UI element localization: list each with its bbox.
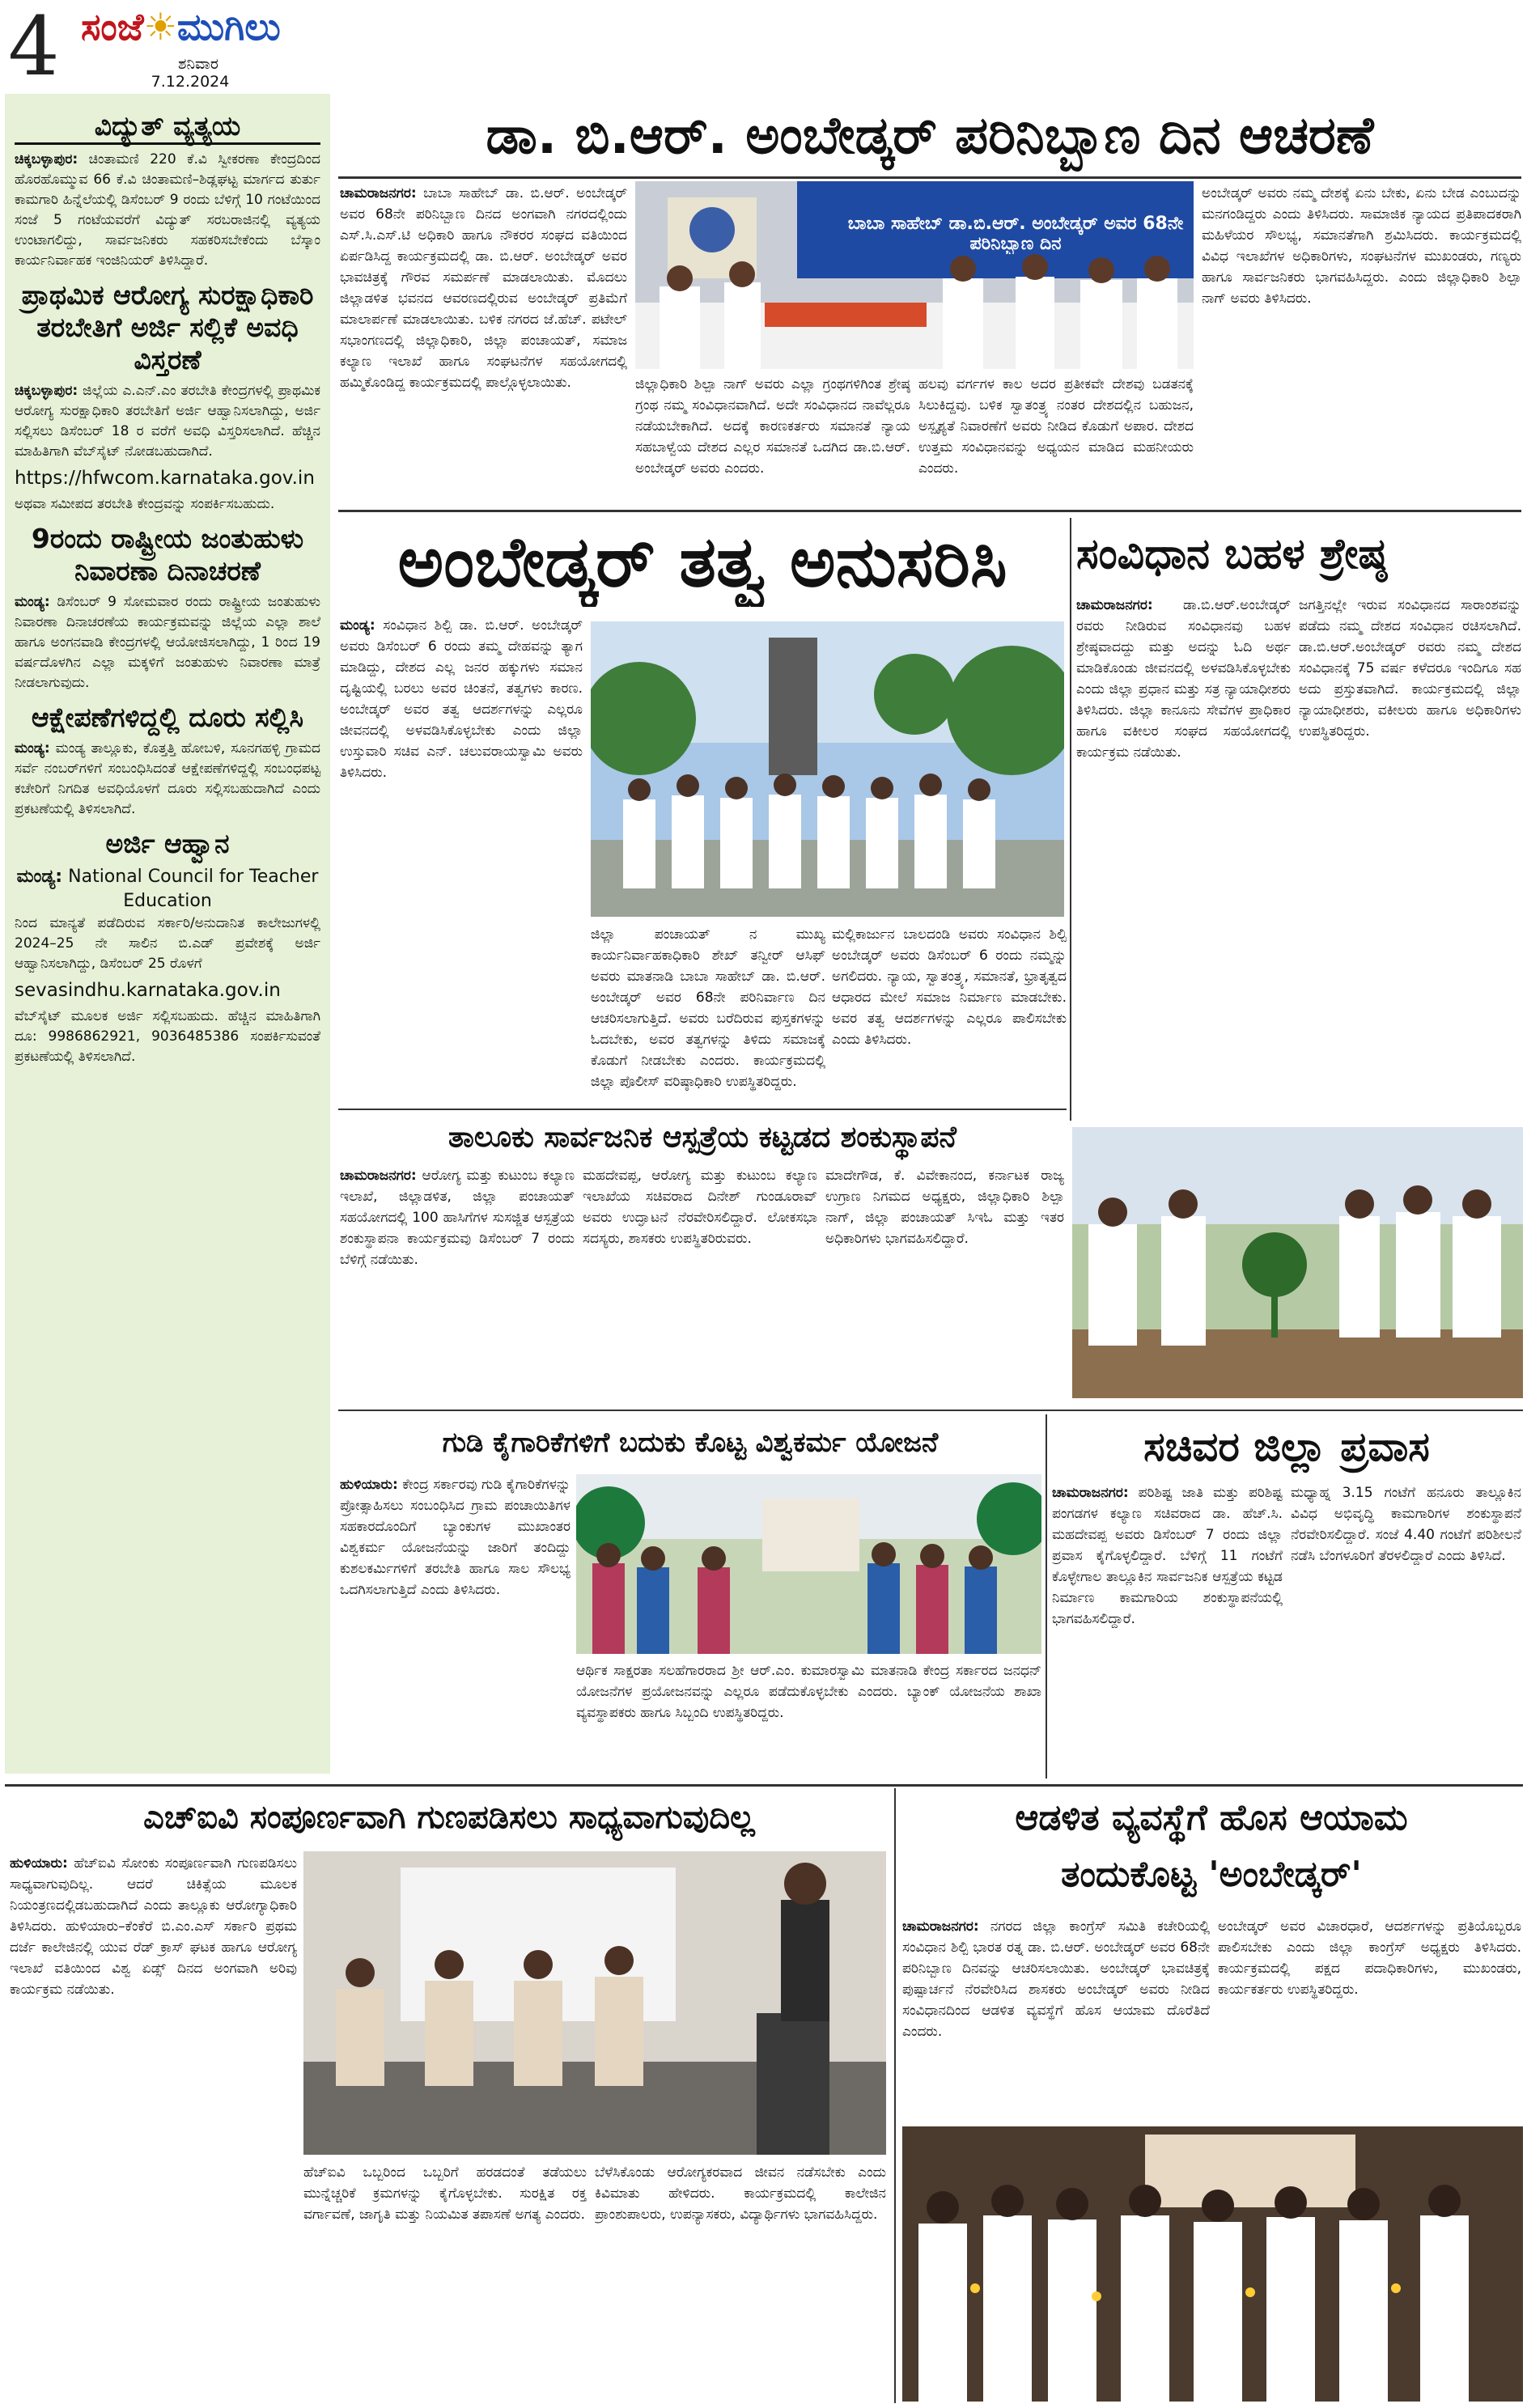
article-column: ಮಹದೇವಪ್ಪ, ಆರೋಗ್ಯ ಮತ್ತು ಕುಟುಂಬ ಕಲ್ಯಾಣ ಇಲಾಖೆಯ ಸಚಿವರಾದ ದಿನೇಶ್ ಗುಂಡೂರಾವ್ ಅವರು ಉದ್ಘಾಟನೆ ನೆರವೇರಿಸಲಿದ್ದಾರೆ. ಲೋಕಸಭಾ ಸದಸ್ಯರು, ಶಾಸಕರು ಉಪಸ್ಥಿತರಿರುವರು.	[583, 1168, 817, 1247]
event-photo	[635, 181, 1194, 369]
article-column: ಮಾದೇಗೌಡ, ಕೆ. ವಿವೇಕಾನಂದ, ಕರ್ನಾಟಕ ರಾಜ್ಯ ಉಗ್ರಾಣ ನಿಗಮದ ಅಧ್ಯಕ್ಷರು, ಜಿಲ್ಲಾಧಿಕಾರಿ ಶಿಲ್ಪಾ ನಾಗ್, ಜಿಲ್ಲಾ ಪಂಚಾಯತ್ ಸಿಇಓ ಮತ್ತು ಇತರ ಅಧಿಕಾರಿಗಳು ಭಾಗವಹಿಸಲಿದ್ದಾರೆ.	[825, 1168, 1064, 1247]
article-headline: ಸಚಿವರ ಜಿಲ್ಲಾ ಪ್ರವಾಸ	[1143, 1423, 1430, 1470]
brief-text: ವೆಬ್‌ಸೈಟ್ ಮೂಲಕ ಅರ್ಜಿ ಸಲ್ಲಿಸಬಹುದು. ಹೆಚ್ಚಿನ ಮಾಹಿತಿಗಾಗಿ ದೂ: 9986862921, 9036485386 ಸಂಪರ್ಕಿಸುವಂತೆ ಪ್ರಕಟಣೆಯಲ್ಲಿ ತಿಳಿಸಲಾಗಿದೆ.	[15, 1008, 320, 1065]
article-column: ಹುಳಿಯಾರು: ಹೆಚ್‌ಐವಿ ಸೋಂಕು ಸಂಪೂರ್ಣವಾಗಿ ಗುಣಪಡಿಸಲು ಸಾಧ್ಯವಾಗುವುದಿಲ್ಲ. ಆದರೆ ಚಿಕಿತ್ಸೆಯ ಮೂಲಕ ನಿಯಂತ್ರಣದಲ್ಲಿಡಬಹುದಾಗಿದೆ ಎಂದು ತಾಲ್ಲೂಕು ಆರೋಗ್ಯಾಧಿಕಾರಿ ತಿಳಿಸಿದರು. ಹುಳಿಯಾರು–ಕೆಂಕೆರೆ ಬಿ.ಎಂ.ಎಸ್ ಸರ್ಕಾರಿ ಪ್ರಥಮ ದರ್ಜೆ ಕಾಲೇಜಿನಲ್ಲಿ ಯುವ ರೆಡ್ ಕ್ರಾಸ್ ಘಟಕ ಹಾಗೂ ಆರೋಗ್ಯ ಇಲಾಖೆ ವತಿಯಿಂದ ವಿಶ್ವ ಏಡ್ಸ್ ದಿನದ ಅಂಗವಾಗಿ ಅರಿವು ಕಾರ್ಯಕ್ರಮ ನಡೆಯಿತು.	[10, 1855, 297, 1998]
article-headline: ತಾಲೂಕು ಸಾರ್ವಜನಿಕ ಆಸ್ಪತ್ರೆಯ ಕಟ್ಟಡದ ಶಂಕುಸ್ಥಾಪನೆ	[448, 1121, 956, 1154]
sidebar-briefs	[5, 94, 330, 1774]
newspaper-logo	[81, 5, 324, 55]
article-column: ಮಲ್ಲಿಕಾರ್ಜುನ ಬಾಲದಂಡಿ ಅವರು ಸಂವಿಧಾನ ಶಿಲ್ಪಿ ಅಂಬೇಡ್ಕರ್ ಅವರು ಡಿಸೆಂಬರ್ 6 ರಂದು ನಮ್ಮನ್ನು ಅಗಲಿದರು. ನ್ಯಾಯ, ಸ್ವಾತಂತ್ರ್ಯ, ಸಮಾನತೆ, ಭ್ರಾತೃತ್ವದ ಆಧಾರದ ಮೇಲೆ ಸಮಾಜ ನಿರ್ಮಾಣ ಮಾಡಬೇಕು. ಅವರ ತತ್ವ ಆದರ್ಶಗಳನ್ನು ಎಲ್ಲರೂ ಪಾಲಿಸಬೇಕು ಎಂದು ತಿಳಿಸಿದರು.	[832, 926, 1067, 1048]
brand-part-1: ಸಂಜೆ	[81, 5, 144, 49]
article-headline: ಎಚ್‌ಐವಿ ಸಂಪೂರ್ಣವಾಗಿ ಗುಣಪಡಿಸಲು ಸಾಧ್ಯವಾಗುವುದಿಲ್ಲ	[143, 1799, 755, 1836]
brief-title: ಅರ್ಜಿ ಆಹ್ವಾನ	[105, 828, 230, 859]
brief-link[interactable]: https://hfwcom.karnataka.gov.in	[15, 468, 315, 489]
article-column: ಬೆಳೆಸಿಕೊಂಡು ಆರೋಗ್ಯಕರವಾದ ಜೀವನ ನಡೆಸಬೇಕು ಎಂದು ಕಿವಿಮಾತು ಹೇಳಿದರು. ಕಾರ್ಯಕ್ರಮದಲ್ಲಿ ಕಾಲೇಜಿನ ಪ್ರಾಂಶುಪಾಲರು, ಉಪನ್ಯಾಸಕರು, ವಿದ್ಯಾರ್ಥಿಗಳು ಭಾಗವಹಿಸಿದ್ದರು.	[595, 2164, 886, 2223]
brand-part-2: ಮುಗಿಲು	[176, 5, 281, 49]
article-column: ಚಾಮರಾಜನಗರ: ನಗರದ ಜಿಲ್ಲಾ ಕಾಂಗ್ರೆಸ್ ಸಮಿತಿ ಕಚೇರಿಯಲ್ಲಿ ಸಂವಿಧಾನ ಶಿಲ್ಪಿ ಭಾರತ ರತ್ನ ಡಾ. ಬಿ.ಆರ್. ಅಂಬೇಡ್ಕರ್ ಅವರ 68ನೇ ಪರಿನಿಬ್ಬಾಣ ದಿನವನ್ನು ಆಚರಿಸಲಾಯಿತು. ಅಂಬೇಡ್ಕರ್ ಭಾವಚಿತ್ರಕ್ಕೆ ಪುಷ್ಪಾರ್ಚನೆ ನೆರವೇರಿಸಿದ ಶಾಸಕರು ಅಂಬೇಡ್ಕರ್ ಅವರು ನೀಡಿದ ಸಂವಿಧಾನದಿಂದ ಆಡಳಿತ ವ್ಯವಸ್ಥೆಗೆ ಹೊಸ ಆಯಾಮ ದೊರೆತಿದೆ ಎಂದರು.	[902, 1918, 1210, 2040]
article-headline: ಸಂವಿಧಾನ ಬಹಳ ಶ್ರೇಷ್ಠ	[1076, 530, 1387, 579]
article-column: ಹಲವು ವರ್ಗಗಳ ಕಾಲ ಅದರ ಪ್ರತೀಕವೇ ದೇಶವು ಬಡತನಕ್ಕೆ ಸಿಲುಕಿದ್ದವು. ಬಳಿಕ ಸ್ವಾತಂತ್ರ್ಯ ನಂತರ ದೇಶದಲ್ಲಿನ ಬಹುಜನ, ಅಸ್ಪೃಶ್ಯತೆ ನಿವಾರಣೆಗೆ ಅವರು ನೀಡಿದ ಕೊಡುಗೆ ಅಪಾರ. ದೇಶದ ಉತ್ತಮ ಸಂವಿಧಾನವನ್ನು ಅಧ್ಯಯನ ಮಾಡಿದ ಮಹನೀಯರು ಎಂದರು.	[918, 376, 1194, 477]
party-event-photo	[902, 2126, 1523, 2402]
article-column: ಆರ್ಥಿಕ ಸಾಕ್ಷರತಾ ಸಲಹೆಗಾರರಾದ ಶ್ರೀ ಆರ್.ಎಂ. ಕುಮಾರಸ್ವಾಮಿ ಮಾತನಾಡಿ ಕೇಂದ್ರ ಸರ್ಕಾರದ ಜನಧನ್ ಯೋಜನೆಗಳ ಪ್ರಯೋಜನವನ್ನು ಎಲ್ಲರೂ ಪಡೆದುಕೊಳ್ಳಬೇಕು ಎಂದರು. ಬ್ಯಾಂಕ್ ಯೋಜನೆಯ ಶಾಖಾ ವ್ಯವಸ್ಥಾಪಕರು ಹಾಗೂ ಸಿಬ್ಬಂದಿ ಉಪಸ್ಥಿತರಿದ್ದರು.	[576, 1663, 1041, 1721]
awareness-photo	[303, 1851, 886, 2155]
article-column: ಚಾಮರಾಜನಗರ: ಡಾ.ಬಿ.ಆರ್.ಅಂಬೇಡ್ಕರ್ ರವರು ನೀಡಿರುವ ಸಂವಿಧಾನವು ಬಹಳ ಶ್ರೇಷ್ಠವಾದದ್ದು ಮತ್ತು ಅದನ್ನು ಓದಿ ಅರ್ಥ ಮಾಡಿಕೊಂಡು ಜೀವನದಲ್ಲಿ ಅಳವಡಿಸಿಕೊಳ್ಳಬೇಕು ಎಂದು ಜಿಲ್ಲಾ ಪ್ರಧಾನ ಮತ್ತು ಸತ್ರ ನ್ಯಾಯಾಧೀಶರು ತಿಳಿಸಿದರು. ಜಿಲ್ಲಾ ಕಾನೂನು ಸೇವೆಗಳ ಪ್ರಾಧಿಕಾರ ಹಾಗೂ ವಕೀಲರ ಸಂಘದ ಸಹಯೋಗದಲ್ಲಿ ಕಾರ್ಯಕ್ರಮ ನಡೆಯಿತು.	[1076, 597, 1291, 761]
article-column: ಅಂಬೇಡ್ಕರ್ ಅವರು ನಮ್ಮ ದೇಶಕ್ಕೆ ಏನು ಬೇಕು, ಏನು ಬೇಡ ಎಂಬುದನ್ನು ಮನಗಂಡಿದ್ದರು ಎಂದು ತಿಳಿಸಿದರು. ಸಾಮಾಜಿಕ ನ್ಯಾಯದ ಪ್ರತಿಪಾದಕರಾಗಿ ಮಹಿಳೆಯರ ಸೌಲಭ್ಯ, ಸಮಾನತೆಗಾಗಿ ಶ್ರಮಿಸಿದರು. ಕಾರ್ಯಕ್ರಮದಲ್ಲಿ ವಿವಿಧ ಇಲಾಖೆಗಳ ಅಧಿಕಾರಿಗಳು, ಸಂಘಟನೆಗಳ ಮುಖಂಡರು, ಗಣ್ಯರು ಹಾಗೂ ಸಾರ್ವಜನಿಕರು ಭಾಗವಹಿಸಿದ್ದರು. ಎಂದು ಜಿಲ್ಲಾಧಿಕಾರಿ ಶಿಲ್ಪಾ ನಾಗ್ ಅವರು ತಿಳಿಸಿದರು.	[1202, 185, 1521, 307]
brief-title: 9ರಂದು ರಾಷ್ಟ್ರೀಯ ಜಂತುಹುಳು ನಿವಾರಣಾ ದಿನಾಚರಣೆ	[31, 523, 304, 587]
article-column: ಮಂಡ್ಯ: ಸಂವಿಧಾನ ಶಿಲ್ಪಿ ಡಾ. ಬಿ.ಆರ್. ಅಂಬೇಡ್ಕರ್ ಅವರು ಡಿಸೆಂಬರ್ 6 ರಂದು ತಮ್ಮ ದೇಹವನ್ನು ತ್ಯಾಗ ಮಾಡಿದ್ದು, ದೇಶದ ಎಲ್ಲ ಜನರ ಹಕ್ಕುಗಳು ಸಮಾನ ದೃಷ್ಟಿಯಲ್ಲಿ ಬರಲು ಅವರ ಚಿಂತನೆ, ತತ್ವಗಳು ಕಾರಣ. ಅಂಬೇಡ್ಕರ್ ಅವರ ತತ್ವ ಆದರ್ಶಗಳನ್ನು ಎಲ್ಲರೂ ಜೀವನದಲ್ಲಿ ಅಳವಡಿಸಿಕೊಳ್ಳಬೇಕು ಎಂದು ಜಿಲ್ಲಾ ಉಸ್ತುವಾರಿ ಸಚಿವ ಎನ್. ಚಲುವರಾಯಸ್ವಾಮಿ ಅವರು ತಿಳಿಸಿದರು.	[340, 617, 583, 781]
group-photo	[591, 621, 1064, 917]
article-headline: ಆಡಳಿತ ವ್ಯವಸ್ಥೆಗೆ ಹೊಸ ಆಯಾಮ ತಂದುಕೊಟ್ಟ 'ಅಂಬೇಡ್ಕರ್'	[1015, 1797, 1408, 1895]
divider	[1070, 518, 1071, 1121]
divider	[338, 1109, 1067, 1110]
article-column: ಅಂಬೇಡ್ಕರ್ ಅವರ ವಿಚಾರಧಾರೆ, ಆದರ್ಶಗಳನ್ನು ಪ್ರತಿಯೊಬ್ಬರೂ ಪಾಲಿಸಬೇಕು ಎಂದು ಜಿಲ್ಲಾ ಕಾಂಗ್ರೆಸ್ ಅಧ್ಯಕ್ಷರು ತಿಳಿಸಿದರು. ಕಾರ್ಯಕ್ರಮದಲ್ಲಿ ಪಕ್ಷದ ಪದಾಧಿಕಾರಿಗಳು, ಮುಖಂಡರು, ಕಾರ್ಯಕರ್ತರು ಉಪಸ್ಥಿತರಿದ್ದರು.	[1218, 1918, 1521, 1998]
article-column: ಚಾಮರಾಜನಗರ: ಪರಿಶಿಷ್ಟ ಜಾತಿ ಮತ್ತು ಪರಿಶಿಷ್ಟ ಪಂಗಡಗಳ ಕಲ್ಯಾಣ ಸಚಿವರಾದ ಡಾ. ಹೆಚ್.ಸಿ. ಮಹದೇವಪ್ಪ ಅವರು ಡಿಸೆಂಬರ್ 7 ರಂದು ಜಿಲ್ಲಾ ಪ್ರವಾಸ ಕೈಗೊಳ್ಳಲಿದ್ದಾರೆ. ಬೆಳಿಗ್ಗೆ 11 ಗಂಟೆಗೆ ಕೊಳ್ಳೇಗಾಲ ತಾಲ್ಲೂಕಿನ ಸಾರ್ವಜನಿಕ ಆಸ್ಪತ್ರೆಯ ಕಟ್ಟಡ ನಿರ್ಮಾಣ ಕಾಮಗಾರಿಯ ಶಂಕುಸ್ಥಾಪನೆಯಲ್ಲಿ ಭಾಗವಹಿಸಲಿದ್ದಾರೆ.	[1052, 1485, 1283, 1627]
article-column: ಹೆಚ್‌ಐವಿ ಒಬ್ಬರಿಂದ ಒಬ್ಬರಿಗೆ ಹರಡದಂತೆ ತಡೆಯಲು ಮುನ್ನೆಚ್ಚರಿಕೆ ಕ್ರಮಗಳನ್ನು ಕೈಗೊಳ್ಳಬೇಕು. ಸುರಕ್ಷಿತ ರಕ್ತ ವರ್ಗಾವಣೆ, ಜಾಗೃತಿ ಮತ್ತು ನಿಯಮಿತ ತಪಾಸಣೆ ಅಗತ್ಯ ಎಂದರು.	[303, 2164, 587, 2223]
brief-title: ಆಕ್ಷೇಪಣೆಗಳಿದ್ದಲ್ಲಿ ದೂರು ಸಲ್ಲಿಸಿ	[31, 702, 304, 733]
article-column: ಮಧ್ಯಾಹ್ನ 3.15 ಗಂಟೆಗೆ ಹನೂರು ತಾಲ್ಲೂಕಿನ ವಿವಿಧ ಅಭಿವೃದ್ಧಿ ಕಾಮಗಾರಿಗಳ ಶಂಕುಸ್ಥಾಪನೆ ನೆರವೇರಿಸಲಿದ್ದಾರೆ. ಸಂಜೆ 4.40 ಗಂಟೆಗೆ ಪರಿಶೀಲನೆ ನಡೆಸಿ ಬೆಂಗಳೂರಿಗೆ ತೆರಳಲಿದ್ದಾರೆ ಎಂದು ತಿಳಿಸಿದೆ.	[1291, 1485, 1521, 1564]
brief-title: ಪ್ರಾಥಮಿಕ ಆರೋಗ್ಯ ಸುರಕ್ಷಾಧಿಕಾರಿ ತರಬೇತಿಗೆ ಅರ್ಜಿ ಸಲ್ಲಿಕೆ ಅವಧಿ ವಿಸ್ತರಣೆ	[21, 279, 314, 375]
divider	[894, 1788, 896, 2403]
divider	[1046, 1414, 1047, 1778]
brief-link[interactable]: sevasindhu.karnataka.gov.in	[15, 980, 281, 1001]
brief-text: ನಿಂದ ಮಾನ್ಯತೆ ಪಡೆದಿರುವ ಸರ್ಕಾರಿ/ಅನುದಾನಿತ ಕಾಲೇಜುಗಳಲ್ಲಿ 2024–25 ನೇ ಸಾಲಿನ ಬಿ.ಎಡ್ ಪ್ರವೇಶಕ್ಕೆ ಅರ್ಜಿ ಆಹ್ವಾನಿಸಲಾಗಿದ್ದು, ಡಿಸೆಂಬರ್ 25 ರೊಳಗೆ	[15, 915, 320, 972]
brief-text: ಮಂಡ್ಯ: ಡಿಸೆಂಬರ್ 9 ಸೋಮವಾರ ರಂದು ರಾಷ್ಟ್ರೀಯ ಜಂತುಹುಳು ನಿವಾರಣಾ ದಿನಾಚರಣೆಯ ಕಾರ್ಯಕ್ರಮವನ್ನು ಜಿಲ್ಲೆಯ ಎಲ್ಲಾ ಶಾಲೆ ಹಾಗೂ ಅಂಗನವಾಡಿ ಕೇಂದ್ರಗಳಲ್ಲಿ ಆಯೋಜಿಸಲಾಗಿದ್ದು, 1 ರಿಂದ 19 ವರ್ಷದೊಳಗಿನ ಎಲ್ಲಾ ಮಕ್ಕಳಿಗೆ ಜಂತುಹುಳು ನಿವಾರಣಾ ಮಾತ್ರೆ ನೀಡಲಾಗುವುದು.	[15, 594, 320, 691]
issue-date: 7.12.2024	[151, 73, 230, 91]
article-column: ಚಾಮರಾಜನಗರ: ಆರೋಗ್ಯ ಮತ್ತು ಕುಟುಂಬ ಕಲ್ಯಾಣ ಇಲಾಖೆ, ಜಿಲ್ಲಾಡಳಿತ, ಜಿಲ್ಲಾ ಪಂಚಾಯತ್ ಸಹಯೋಗದಲ್ಲಿ 100 ಹಾಸಿಗೆಗಳ ಸುಸಜ್ಜಿತ ಆಸ್ಪತ್ರೆಯ ಶಂಕುಸ್ಥಾಪನಾ ಕಾರ್ಯಕ್ರಮವು ಡಿಸೆಂಬರ್ 7 ರಂದು ಬೆಳಿಗ್ಗೆ ನಡೆಯಿತು.	[340, 1168, 575, 1268]
weekday: ಶನಿವಾರ	[178, 55, 218, 73]
brief-text: ಚಿಕ್ಕಬಳ್ಳಾಪುರ: ಜಿಲ್ಲೆಯ ಎ.ಎನ್.ಎಂ ತರಬೇತಿ ಕೇಂದ್ರಗಳಲ್ಲಿ ಪ್ರಾಥಮಿಕ ಆರೋಗ್ಯ ಸುರಕ್ಷಾಧಿಕಾರಿ ತರಬೇತಿಗೆ ಅರ್ಜಿ ಆಹ್ವಾನಿಸಲಾಗಿದ್ದು, ಅರ್ಜಿ ಸಲ್ಲಿಸಲು ಡಿಸೆಂಬರ್ 18 ರ ವರೆಗೆ ಅವಧಿ ವಿಸ್ತರಿಸಲಾಗಿದೆ. ಹೆಚ್ಚಿನ ಮಾಹಿತಿಗಾಗಿ ವೆಬ್‌ಸೈಟ್ ನೋಡಬಹುದಾಗಿದೆ.	[15, 383, 320, 460]
brief-text: ಚಿಕ್ಕಬಳ್ಳಾಪುರ: ಚಿಂತಾಮಣಿ 220 ಕೆ.ವಿ ಸ್ವೀಕರಣಾ ಕೇಂದ್ರದಿಂದ ಹೊರಹೊಮ್ಮುವ 66 ಕೆ.ವಿ ಚಿಂತಾಮಣಿ–ಶಿಡ್ಲಘಟ್ಟ ಮಾರ್ಗದ ತುರ್ತು ಕಾಮಗಾರಿ ಹಿನ್ನೆಲೆಯಲ್ಲಿ ಡಿಸೆಂಬರ್ 9 ರಂದು ಬೆಳಿಗ್ಗೆ 10 ಗಂಟೆಯಿಂದ ಸಂಜೆ 5 ಗಂಟೆಯವರೆಗೆ ವಿದ್ಯುತ್ ಸರಬರಾಜಿನಲ್ಲಿ ವ್ಯತ್ಯಯ ಉಂಟಾಗಲಿದ್ದು, ಸಾರ್ವಜನಿಕರು ಸಹಕರಿಸಬೇಕೆಂದು ಬೆಸ್ಕಾಂ ಕಾರ್ಯನಿರ್ವಾಹಕ ಇಂಜಿನಿಯರ್ ತಿಳಿಸಿದ್ದಾರೆ.	[15, 151, 320, 269]
divider	[338, 510, 1521, 512]
brief-text: ಮಂಡ್ಯ: National Council for Teacher Education	[16, 867, 319, 911]
article-column: ಚಾಮರಾಜನಗರ: ಬಾಬಾ ಸಾಹೇಬ್ ಡಾ. ಬಿ.ಆರ್. ಅಂಬೇಡ್ಕರ್ ಅವರ 68ನೇ ಪರಿನಿಬ್ಬಾಣ ದಿನದ ಅಂಗವಾಗಿ ನಗರದಲ್ಲಿಂದು ಎಸ್.ಸಿ.ಎಸ್.ಟಿ ಅಧಿಕಾರಿ ಹಾಗೂ ನೌಕರರ ಸಂಘದ ವತಿಯಿಂದ ಏರ್ಪಡಿಸಿದ್ದ ಕಾರ್ಯಕ್ರಮದಲ್ಲಿ ಡಾ. ಬಿ.ಆರ್. ಅಂಬೇಡ್ಕರ್ ಅವರ ಭಾವಚಿತ್ರಕ್ಕೆ ಗೌರವ ಸಮರ್ಪಣೆ ಮಾಡಲಾಯಿತು. ಮೊದಲು ಜಿಲ್ಲಾಡಳಿತ ಭವನದ ಆವರಣದಲ್ಲಿರುವ ಅಂಬೇಡ್ಕರ್ ಪ್ರತಿಮೆಗೆ ಮಾಲಾರ್ಪಣೆ ಮಾಡಲಾಯಿತು. ಬಳಿಕ ನಗರದ ಜೆ.ಹೆಚ್. ಪಟೇಲ್ ಸಭಾಂಗಣದಲ್ಲಿ ಜಿಲ್ಲಾಧಿಕಾರಿ, ಜಿಲ್ಲಾ ಪಂಚಾಯತ್, ಸಮಾಜ ಕಲ್ಯಾಣ ಇಲಾಖೆ ಹಾಗೂ ಸಂಘಟನೆಗಳ ಸಹಯೋಗದಲ್ಲಿ ಹಮ್ಮಿಕೊಂಡಿದ್ದ ಕಾರ್ಯಕ್ರಮದಲ್ಲಿ ಪಾಲ್ಗೊಳ್ಳಲಾಯಿತು.	[340, 185, 627, 391]
article-column: ಹುಳಿಯಾರು: ಕೇಂದ್ರ ಸರ್ಕಾರವು ಗುಡಿ ಕೈಗಾರಿಕೆಗಳನ್ನು ಪ್ರೋತ್ಸಾಹಿಸಲು ಸಂಬಂಧಿಸಿದ ಗ್ರಾಮ ಪಂಚಾಯಿತಿಗಳ ಸಹಕಾರದೊಂದಿಗೆ ಬ್ಯಾಂಕುಗಳ ಮುಖಾಂತರ ವಿಶ್ವಕರ್ಮ ಯೋಜನೆಯನ್ನು ಜಾರಿಗೆ ತಂದಿದ್ದು ಕುಶಲಕರ್ಮಿಗಳಿಗೆ ತರಬೇತಿ ಹಾಗೂ ಸಾಲ ಸೌಲಭ್ಯ ಒದಗಿಸಲಾಗುತ್ತಿದೆ ಎಂದು ತಿಳಿಸಿದರು.	[340, 1477, 571, 1598]
divider	[338, 1410, 1523, 1411]
article-column: ಜಿಲ್ಲಾಧಿಕಾರಿ ಶಿಲ್ಪಾ ನಾಗ್ ಅವರು ಎಲ್ಲಾ ಗ್ರಂಥಗಳಿಗಿಂತ ಶ್ರೇಷ್ಠ ಗ್ರಂಥ ನಮ್ಮ ಸಂವಿಧಾನವಾಗಿದೆ. ಅದೇ ಸಂವಿಧಾನದ ನಾವೆಲ್ಲರೂ ನಡೆಯಬೇಕಾಗಿದೆ. ಅದಕ್ಕೆ ಕಾರಣಕರ್ತರು ಸಮಾನತೆ ನ್ಯಾಯ ಸಹಬಾಳ್ವೆಯ ದೇಶದ ಎಲ್ಲರ ಸಮಾನತೆ ಒದಗಿದ ಡಾ.ಬಿ.ಆರ್. ಅಂಬೇಡ್ಕರ್ ಅವರು ಎಂದರು.	[635, 376, 910, 477]
page-number: 4	[8, 2, 60, 92]
scheme-photo	[576, 1474, 1041, 1654]
sun-icon: ☀	[143, 5, 177, 49]
divider	[338, 176, 1521, 179]
article-headline: ಡಾ. ಬಿ.ಆರ್. ಅಂಬೇಡ್ಕರ್ ಪರಿನಿಬ್ಬಾಣ ದಿನ ಆಚರಣೆ	[486, 106, 1374, 166]
brief-title: ವಿದ್ಯುತ್ ವ್ಯತ್ಯಯ	[15, 110, 320, 145]
masthead	[0, 0, 1527, 95]
article-column: ಜಗತ್ತಿನಲ್ಲೇ ಇರುವ ಸಂವಿಧಾನದ ಸಾರಾಂಶವನ್ನು ಪಡೆದು ನಮ್ಮ ದೇಶದ ಸಂವಿಧಾನ ರಚಿಸಲಾಗಿದೆ. ಡಾ.ಬಿ.ಆರ್.ಅಂಬೇಡ್ಕರ್ ರವರು ನಮ್ಮ ದೇಶದ ಸಂವಿಧಾನಕ್ಕೆ 75 ವರ್ಷ ಕಳೆದರೂ ಇಂದಿಗೂ ಸಹ ಅದು ಪ್ರಸ್ತುತವಾಗಿದೆ. ಕಾರ್ಯಕ್ರಮದಲ್ಲಿ ಜಿಲ್ಲಾ ನ್ಯಾಯಾಧೀಶರು, ವಕೀಲರು ಹಾಗೂ ಅಧಿಕಾರಿಗಳು ಉಪಸ್ಥಿತರಿದ್ದರು.	[1299, 597, 1521, 740]
photo-banner-text: ಬಾಬಾ ಸಾಹೇಬ್ ಡಾ.ಬಿ.ಆರ್. ಅಂಬೇಡ್ಕರ್ ಅವರ 68ನೇ ಪರಿನಿಬ್ಬಾಣ ದಿನ	[847, 214, 1184, 254]
article-column: ಜಿಲ್ಲಾ ಪಂಚಾಯತ್ ನ ಮುಖ್ಯ ಕಾರ್ಯನಿರ್ವಾಹಕಾಧಿಕಾರಿ ಶೇಖ್ ತನ್ವೀರ್ ಆಸಿಫ್ ಅವರು ಮಾತನಾಡಿ ಬಾಬಾ ಸಾಹೇಬ್ ಡಾ. ಬಿ.ಆರ್. ಅಂಬೇಡ್ಕರ್ ಅವರ 68ನೇ ಪರಿನಿರ್ವಾಣ ದಿನ ಆಚರಿಸಲಾಗುತ್ತಿದೆ. ಅವರು ಬರೆದಿರುವ ಪುಸ್ತಕಗಳನ್ನು ಓದಬೇಕು, ಅವರ ತತ್ವಗಳನ್ನು ತಿಳಿದು ಸಮಾಜಕ್ಕೆ ಕೊಡುಗೆ ನೀಡಬೇಕು ಎಂದರು. ಕಾರ್ಯಕ್ರಮದಲ್ಲಿ ಜಿಲ್ಲಾ ಪೊಲೀಸ್ ವರಿಷ್ಠಾಧಿಕಾರಿ ಉಪಸ್ಥಿತರಿದ್ದರು.	[591, 926, 825, 1090]
divider	[5, 1784, 1523, 1787]
brief-text: ಅಥವಾ ಸಮೀಪದ ತರಬೇತಿ ಕೇಂದ್ರವನ್ನು ಸಂಪರ್ಕಿಸಬಹುದು.	[15, 496, 275, 512]
article-headline: ಅಂಬೇಡ್ಕರ್ ತತ್ವ ಅನುಸರಿಸಿ	[397, 522, 1007, 603]
brief-text: ಮಂಡ್ಯ: ಮಂಡ್ಯ ತಾಲ್ಲೂಕು, ಕೊತ್ತತ್ತಿ ಹೋಬಳಿ, ಸೂನಗಹಳ್ಳಿ ಗ್ರಾಮದ ಸರ್ವೆ ನಂಬರ್‌ಗಳಿಗೆ ಸಂಬಂಧಿಸಿದಂತೆ ಆಕ್ಷೇಪಣೆಗಳಿದ್ದಲ್ಲಿ ಸಂಬಂಧಪಟ್ಟ ಕಚೇರಿಗೆ ನಿಗದಿತ ಅವಧಿಯೊಳಗೆ ದೂರು ಸಲ್ಲಿಸಬಹುದಾಗಿದೆ ಎಂದು ಪ್ರಕಟಣೆಯಲ್ಲಿ ತಿಳಿಸಲಾಗಿದೆ.	[15, 740, 320, 817]
ceremony-photo	[1072, 1127, 1523, 1398]
article-headline: ಗುಡಿ ಕೈಗಾರಿಕೆಗಳಿಗೆ ಬದುಕು ಕೊಟ್ಟ ವಿಶ್ವಕರ್ಮ ಯೋಜನೆ	[442, 1427, 939, 1459]
